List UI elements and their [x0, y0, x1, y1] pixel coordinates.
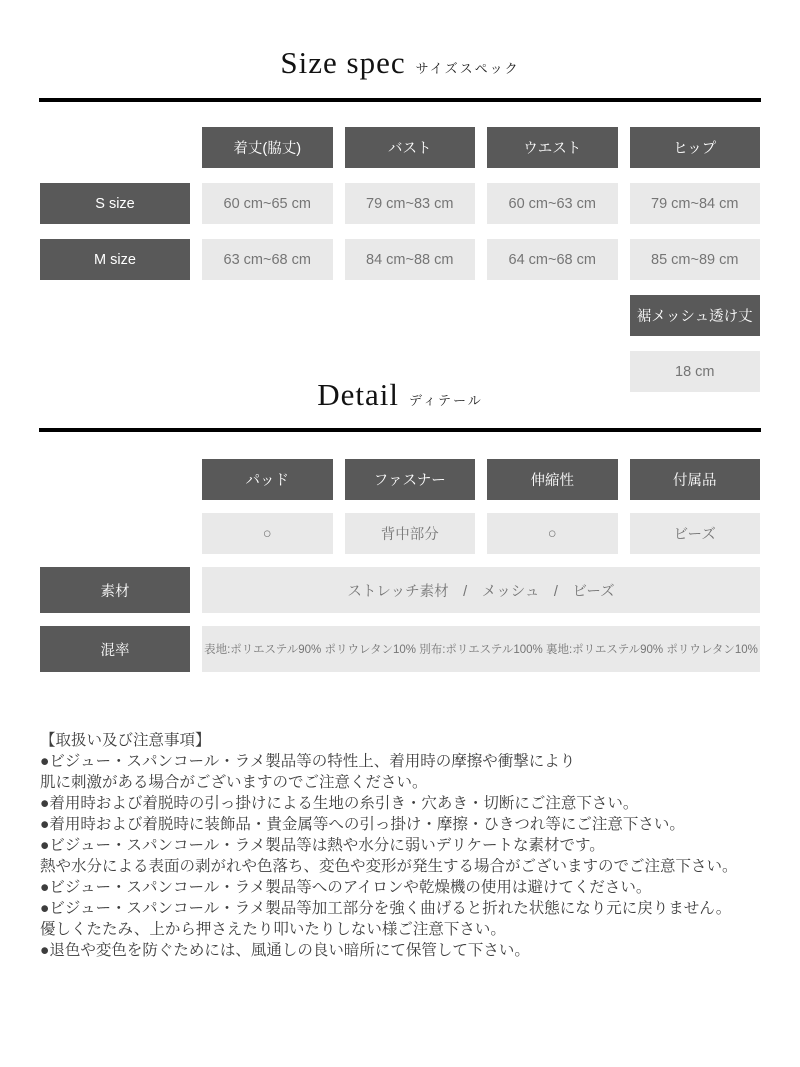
size-cell-s-bust: 79 cm~83 cm: [345, 183, 476, 224]
material-row-label: 素材: [40, 567, 190, 613]
size-col-header-length: 着丈(脇丈): [202, 127, 333, 168]
handling-note-line: ●ビジュー・スパンコール・ラメ製品等加工部分を強く曲げると折れた状態になり元に戻りません。: [40, 900, 732, 917]
size-row-label-m: M size: [40, 239, 190, 280]
handling-note-line: ●ビジュー・スパンコール・ラメ製品等の特性上、着用時の摩擦や衝撃により: [40, 753, 576, 770]
handling-note-line: ●着用時および着脱時の引っ掛けによる生地の糸引き・穴あき・切断にご注意下さい。: [40, 795, 639, 812]
handling-note-line: ●ビジュー・スパンコール・ラメ製品等へのアイロンや乾燥機の使用は避けてください。: [40, 879, 652, 896]
size-col-header-hip: ヒップ: [630, 127, 761, 168]
handling-note-line: ●着用時および着脱時に装飾品・貴金属等への引っ掛け・摩擦・ひきつれ等にご注意下さい。: [40, 816, 685, 833]
detail-value-fastener: 背中部分: [345, 513, 476, 554]
handling-note-line: ●退色や変色を防ぐためには、風通しの良い暗所にて保管して下さい。: [40, 942, 530, 959]
spacer: [487, 351, 618, 392]
detail-col-header-pad: パッド: [202, 459, 333, 500]
mixture-row-label: 混率: [40, 626, 190, 672]
handling-notes: [40, 730, 770, 961]
material-row-value: ストレッチ素材 / メッシュ / ビーズ: [202, 567, 760, 613]
handling-note-line: ●ビジュー・スパンコール・ラメ製品等は熱や水分に弱いデリケートな素材です。: [40, 837, 605, 854]
handling-note-line: 肌に刺激がある場合がございますのでご注意ください。: [40, 774, 428, 791]
handling-notes-heading: 【取扱い及び注意事項】: [40, 732, 211, 749]
size-cell-s-length: 60 cm~65 cm: [202, 183, 333, 224]
size-table-corner-spacer: [40, 127, 190, 168]
detail-value-pad: ○: [202, 513, 333, 554]
detail-table: [40, 459, 760, 672]
size-row-label-s: S size: [40, 183, 190, 224]
size-cell-m-bust: 84 cm~88 cm: [345, 239, 476, 280]
size-cell-m-hip: 85 cm~89 cm: [630, 239, 761, 280]
size-cell-m-length: 63 cm~68 cm: [202, 239, 333, 280]
spacer: [202, 351, 333, 392]
size-spec-title: [0, 46, 800, 86]
spacer: [345, 295, 476, 336]
handling-note-line: 熱や水分による表面の剥がれや色落ち、変色や変形が発生する場合がございますのでご注意下さい。: [40, 858, 738, 875]
size-table: [40, 127, 760, 392]
size-cell-s-hip: 79 cm~84 cm: [630, 183, 761, 224]
spacer: [40, 513, 190, 554]
size-cell-s-waist: 60 cm~63 cm: [487, 183, 618, 224]
detail-col-header-stretch: 伸縮性: [487, 459, 618, 500]
size-spec-title-en: Size spec: [280, 45, 406, 80]
detail-divider: [39, 428, 761, 432]
detail-value-accessory: ビーズ: [630, 513, 761, 554]
spacer: [40, 351, 190, 392]
mixture-row-value: 表地:ポリエステル90% ポリウレタン10% 別布:ポリエステル100% 裏地:ポリエステル90% ポリウレタン10%: [202, 626, 760, 672]
size-col-header-bust: バスト: [345, 127, 476, 168]
detail-table-corner-spacer: [40, 459, 190, 500]
size-cell-m-waist: 64 cm~68 cm: [487, 239, 618, 280]
spacer: [202, 295, 333, 336]
size-col-header-waist: ウエスト: [487, 127, 618, 168]
detail-col-header-accessory: 付属品: [630, 459, 761, 500]
handling-note-line: 優しくたたみ、上から押さえたり叩いたりしない様ご注意下さい。: [40, 921, 506, 938]
detail-value-stretch: ○: [487, 513, 618, 554]
hem-mesh-value: 18 cm: [630, 351, 761, 392]
detail-title-ja: ディテール: [409, 393, 483, 408]
detail-title-en: Detail: [317, 377, 400, 412]
size-spec-title-ja: サイズスペック: [415, 61, 520, 76]
spacer: [487, 295, 618, 336]
size-spec-divider: [39, 98, 761, 102]
spacer: [40, 295, 190, 336]
hem-mesh-header: 裾メッシュ透け丈: [630, 295, 761, 336]
detail-col-header-fastener: ファスナー: [345, 459, 476, 500]
